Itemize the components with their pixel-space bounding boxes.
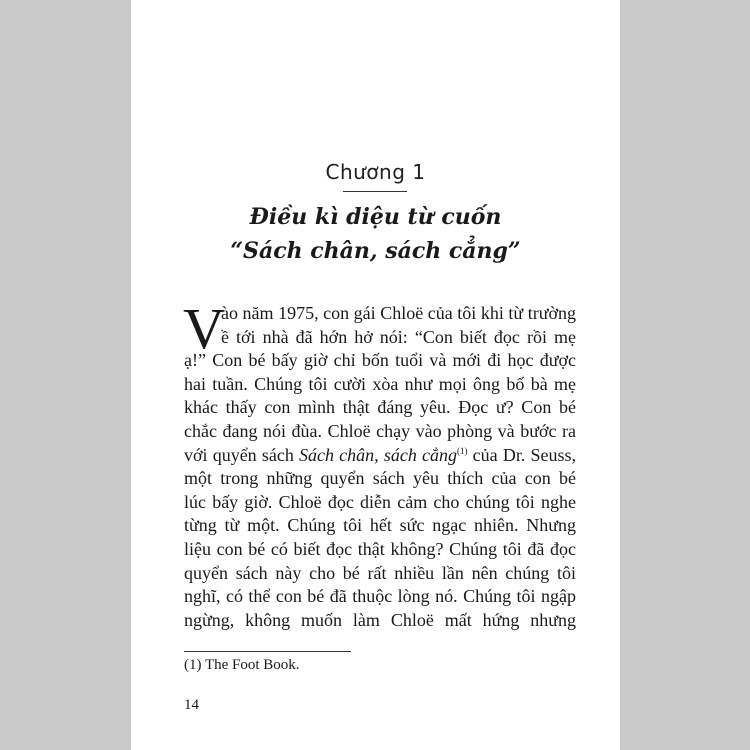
page-number: 14 — [184, 697, 199, 713]
body-line: nghĩ, có thể con bé đã thuộc lòng nó. Chúng tôi ngập — [184, 586, 576, 607]
book-title-italic: Sách chân, sách cẳng — [299, 444, 457, 465]
body-line: ngừng, không muốn làm Chloë mất hứng nhưng — [184, 609, 576, 630]
chapter-title-line-1: Điều kì diệu từ cuốn — [249, 204, 502, 230]
body-text — [183, 296, 576, 632]
body-line: khác thấy con mình thật đáng yêu. Đọc ư? Con bé — [184, 397, 576, 418]
chapter-title-line-2: “Sách chân, sách cẳng” — [230, 238, 521, 264]
footnote-divider — [184, 651, 351, 652]
body-line-head: với quyển sách — [184, 444, 294, 465]
body-line: một trong những quyển sách yêu thích của con bé — [184, 468, 576, 489]
footnote-reference: (1) — [457, 445, 468, 456]
body-line-tail: của Dr. Seuss, — [472, 444, 576, 465]
body-line: ề tới nhà đã hớn hở nói: “Con biết đọc rồi mẹ — [221, 326, 576, 347]
chapter-title — [131, 200, 620, 268]
body-line: liệu con bé có biết đọc thật không? Chúng tôi đã đọc — [184, 538, 576, 559]
book-page — [131, 0, 620, 750]
body-line: ạ!” Con bé bấy giờ chỉ bốn tuổi và mới đi học được — [184, 350, 576, 371]
body-line — [184, 444, 576, 468]
chapter-label: Chương 1 — [325, 160, 426, 184]
footnote: (1) The Foot Book. — [184, 657, 300, 673]
chapter-divider — [343, 191, 407, 192]
body-line: lúc bấy giờ. Chloë đọc diễn cảm cho chúng tôi nghe — [184, 491, 576, 512]
body-line: chắc đang nói đùa. Chloë chạy vào phòng và bước ra — [184, 420, 576, 441]
body-line: hai tuần. Chúng tôi cười xòa như mọi ông bố bà mẹ — [184, 373, 576, 394]
body-line: quyển sách này cho bé rất nhiều lần nên chúng tôi — [184, 562, 576, 583]
body-line: từng từ một. Chúng tôi hết sức ngạc nhiên. Nhưng — [184, 515, 576, 536]
body-line: ào năm 1975, con gái Chloë của tôi khi từ trường — [221, 303, 576, 323]
drop-cap: V — [183, 296, 225, 361]
